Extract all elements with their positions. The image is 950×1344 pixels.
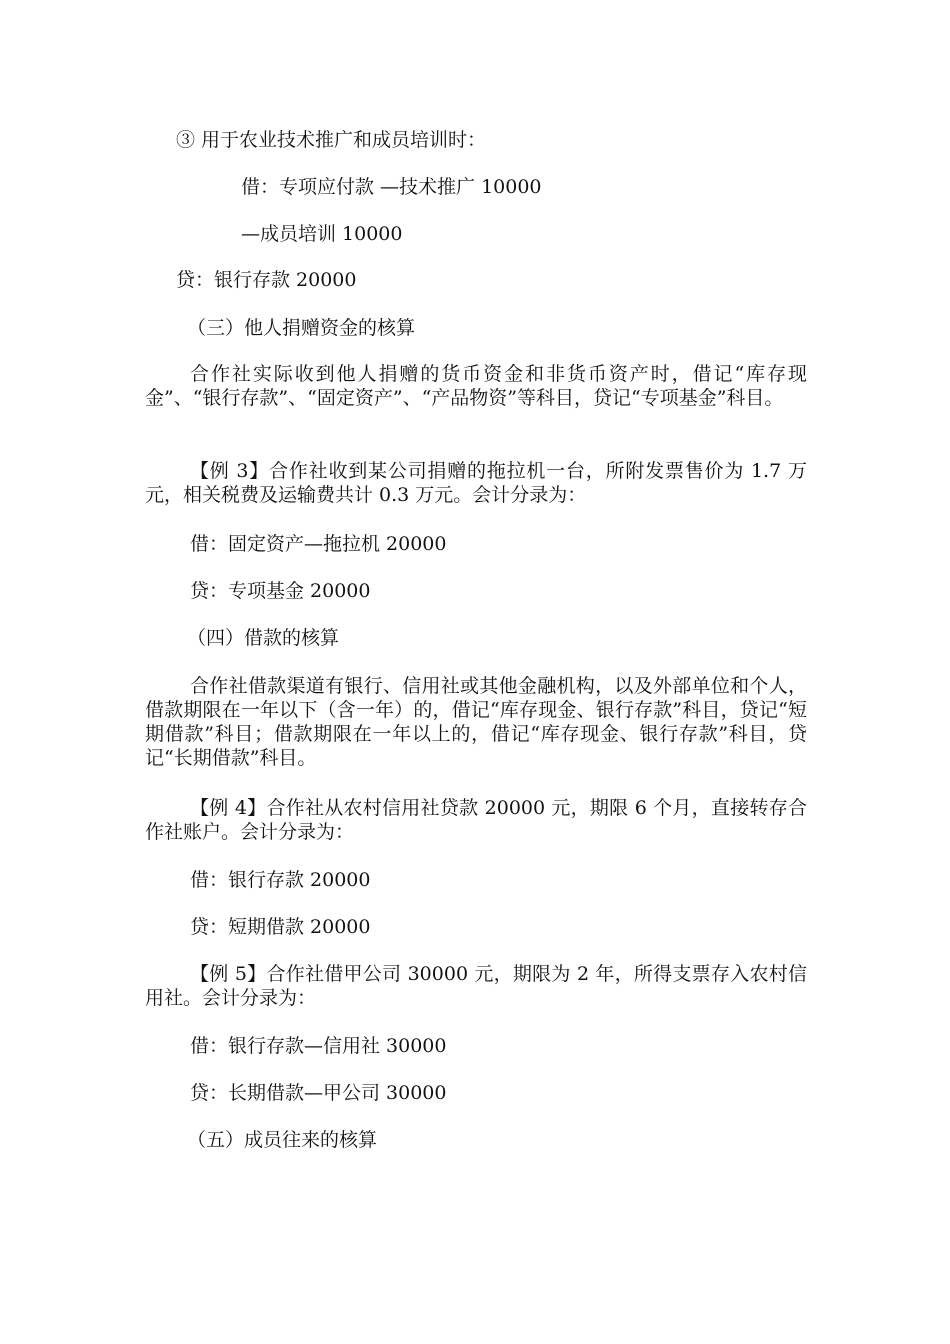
section-heading-5: （五）成员往来的核算 [187,1129,378,1151]
paragraph-donation: 合作社实际收到他人捐赠的货币资金和非货币资产时，借记“库存现金”、“银行存款”、“固定资产”、“产品物资”等科目，贷记“专项基金”科目。 [145,363,807,409]
entry-line-6: 贷：专项基金 20000 [190,580,371,602]
section-heading-4: （四）借款的核算 [187,627,340,649]
entry-line-7: 借：银行存款 20000 [190,869,371,891]
entry-line-9: 借：银行存款—信用社 30000 [190,1035,447,1057]
paragraph-example-5: 【例 5】合作社借甲公司 30000 元，期限为 2 年，所得支票存入农村信用社。会计分录为： [145,963,807,1009]
section-heading-3: （三）他人捐赠资金的核算 [187,317,416,339]
paragraph-example-4: 【例 4】合作社从农村信用社贷款 20000 元，期限 6 个月，直接转存合作社账户。会计分录为： [145,797,807,843]
entry-line-4: 贷：银行存款 20000 [176,269,357,291]
entry-line-10: 贷：长期借款—甲公司 30000 [190,1082,447,1104]
entry-line-5: 借：固定资产—拖拉机 20000 [190,533,447,555]
entry-line-2: 借：专项应付款 —技术推广 10000 [241,176,542,198]
entry-line-3: —成员培训 10000 [241,223,403,245]
paragraph-loans: 合作社借款渠道有银行、信用社或其他金融机构，以及外部单位和个人，借款期限在一年以下（含一年）的，借记“库存现金、银行存款”科目，贷记“短期借款”科目；借款期限在一年以上的，借记“库存现金、银行存款”科目，贷记“长期借款”科目。 [145,675,807,769]
paragraph-example-3: 【例 3】合作社收到某公司捐赠的拖拉机一台，所附发票售价为 1.7 万元，相关税费及运输费共计 0.3 万元。会计分录为： [145,460,807,506]
entry-line-8: 贷：短期借款 20000 [190,916,371,938]
entry-line-1: ③ 用于农业技术推广和成员培训时： [176,129,487,151]
